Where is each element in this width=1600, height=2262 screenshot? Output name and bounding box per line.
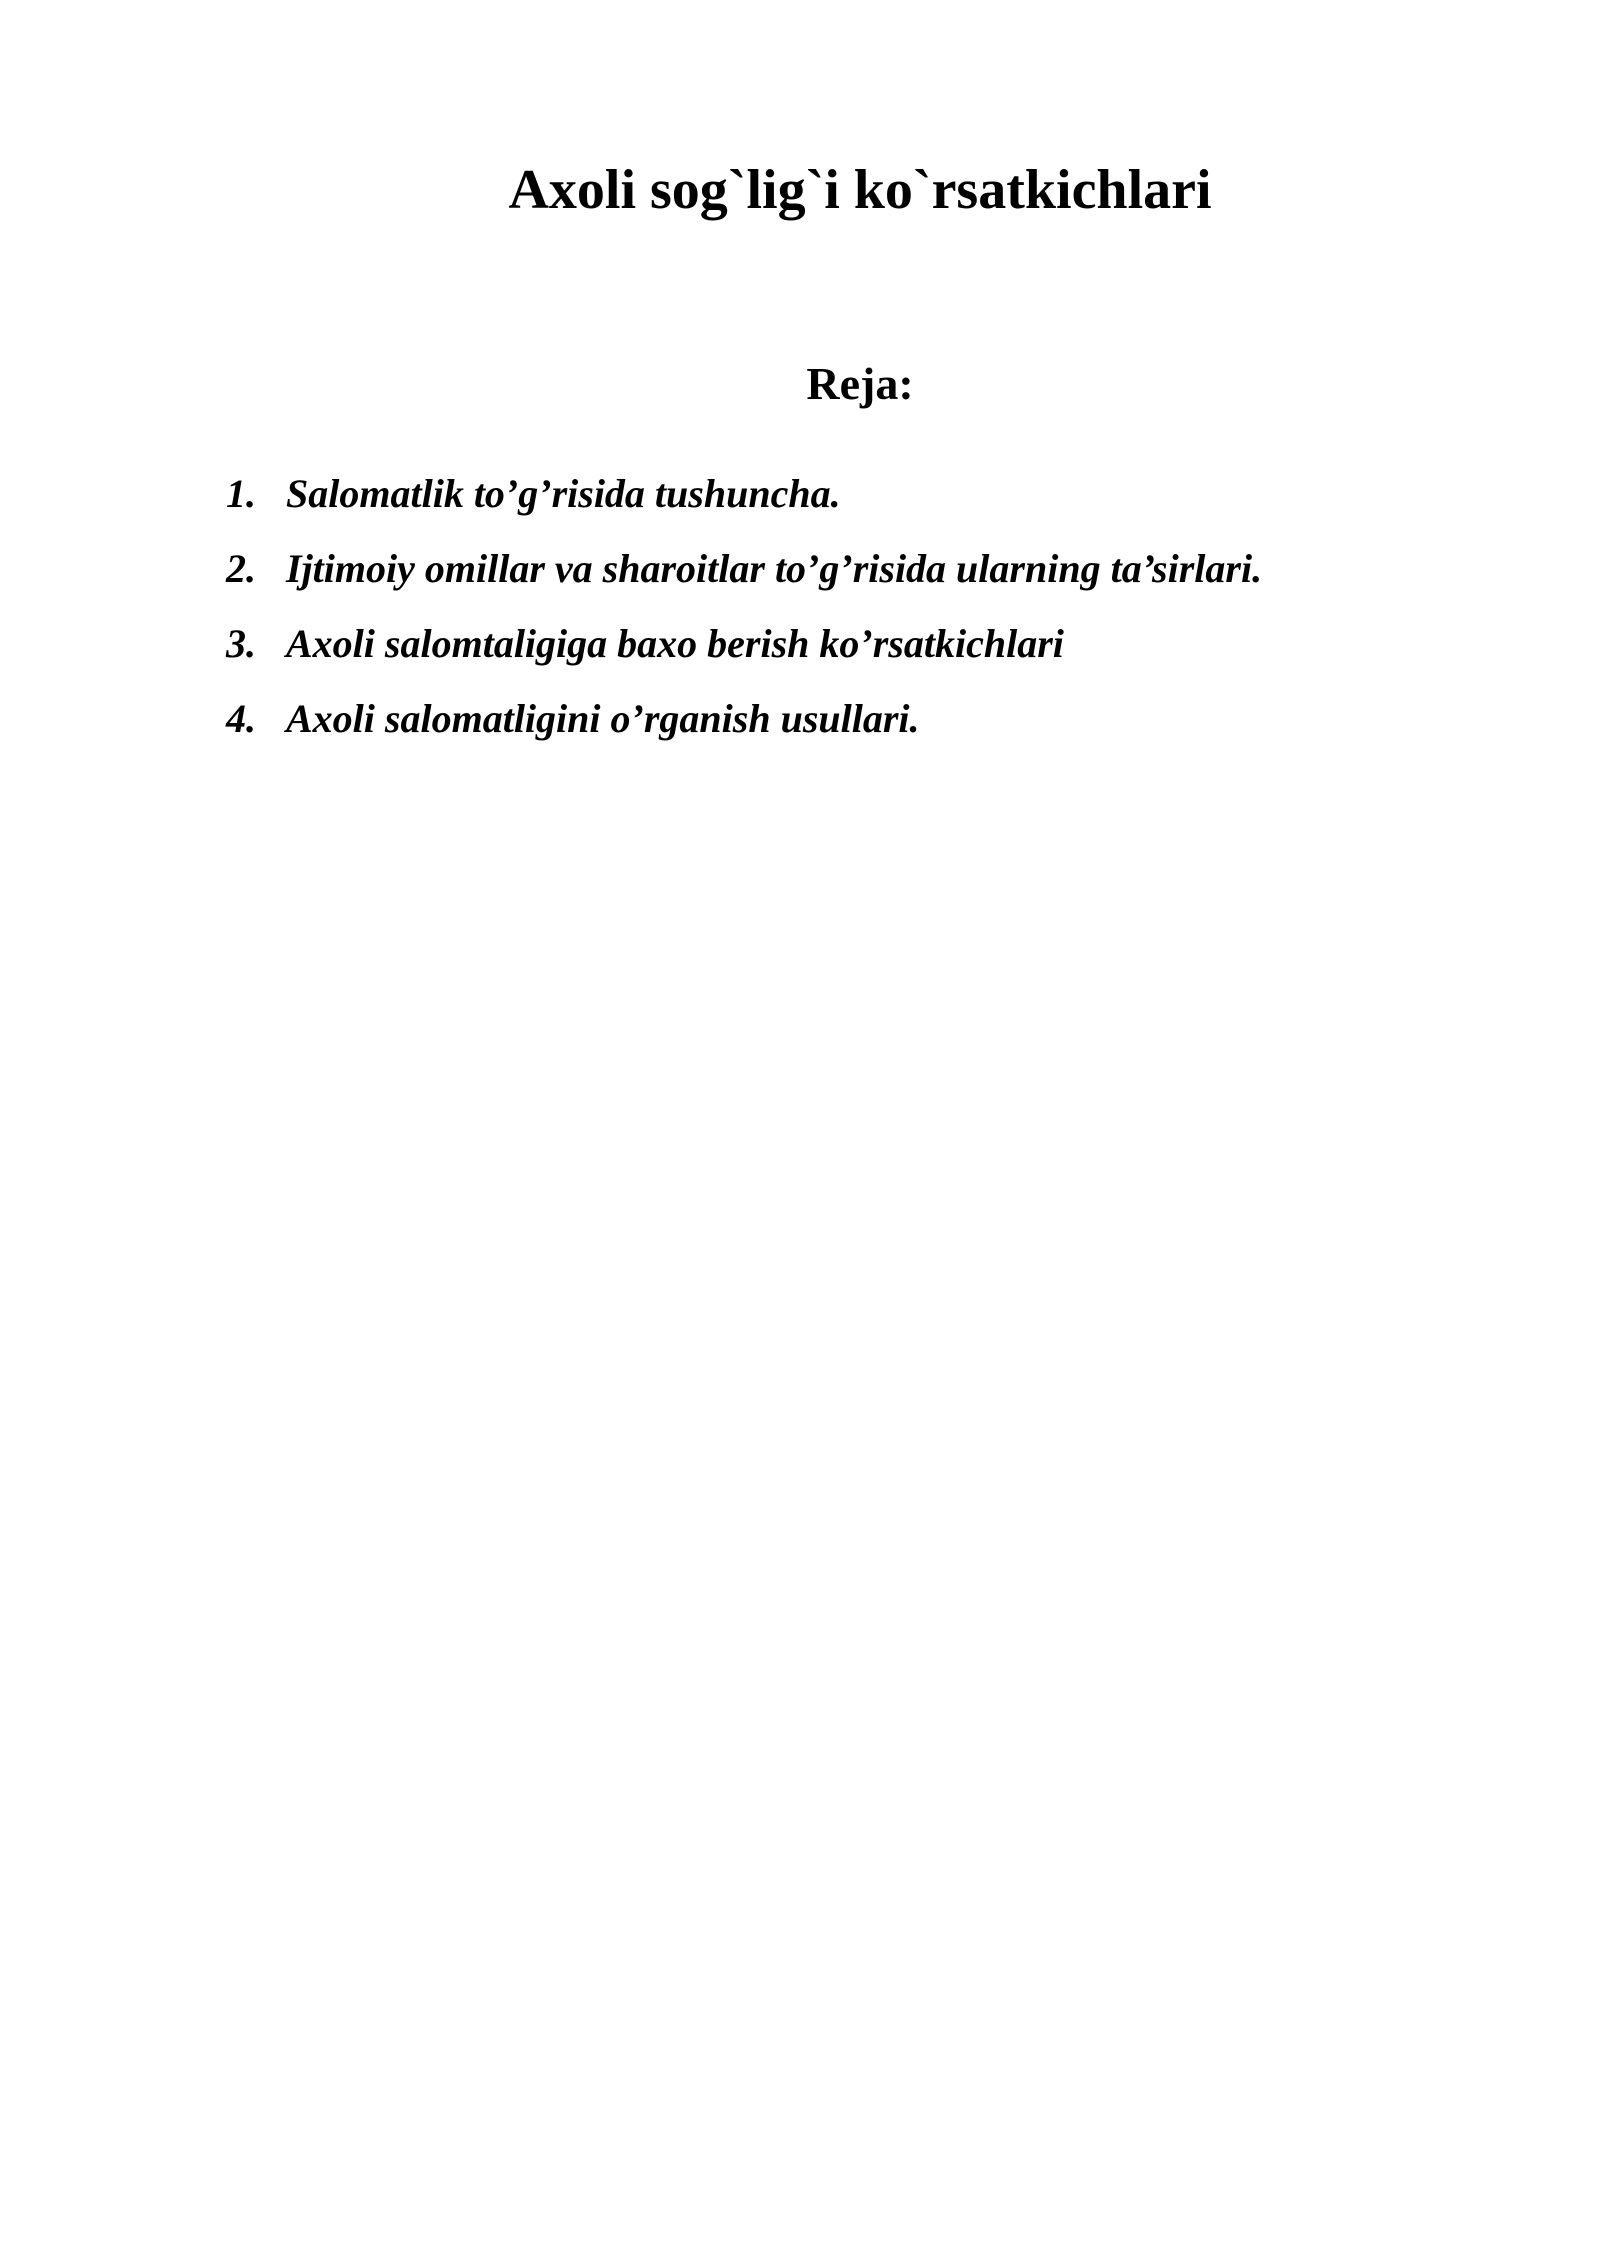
plan-item (226, 606, 1262, 681)
plan-list (226, 456, 1262, 756)
plan-item-text: Salomatlik to’g’risida tushuncha. (286, 471, 841, 516)
plan-item (226, 456, 1262, 531)
document-title: Axoli sog`lig`i ko`rsatkichlari (508, 159, 1212, 221)
plan-item-number: 4. (226, 696, 256, 741)
plan-item (226, 681, 1262, 756)
plan-item-text: Axoli salomatligini o’rganish usullari. (286, 696, 920, 741)
plan-item-number: 3. (226, 621, 256, 666)
plan-item-text: Axoli salomtaligiga baxo berish ko’rsatkichlari (286, 621, 1064, 666)
plan-item-text: Ijtimoiy omillar va sharoitlar to’g’risida ularning ta’sirlari. (286, 546, 1263, 591)
plan-item-number: 1. (226, 471, 256, 516)
plan-item (226, 531, 1262, 606)
plan-item-number: 2. (226, 546, 256, 591)
plan-heading: Reja: (806, 358, 914, 409)
